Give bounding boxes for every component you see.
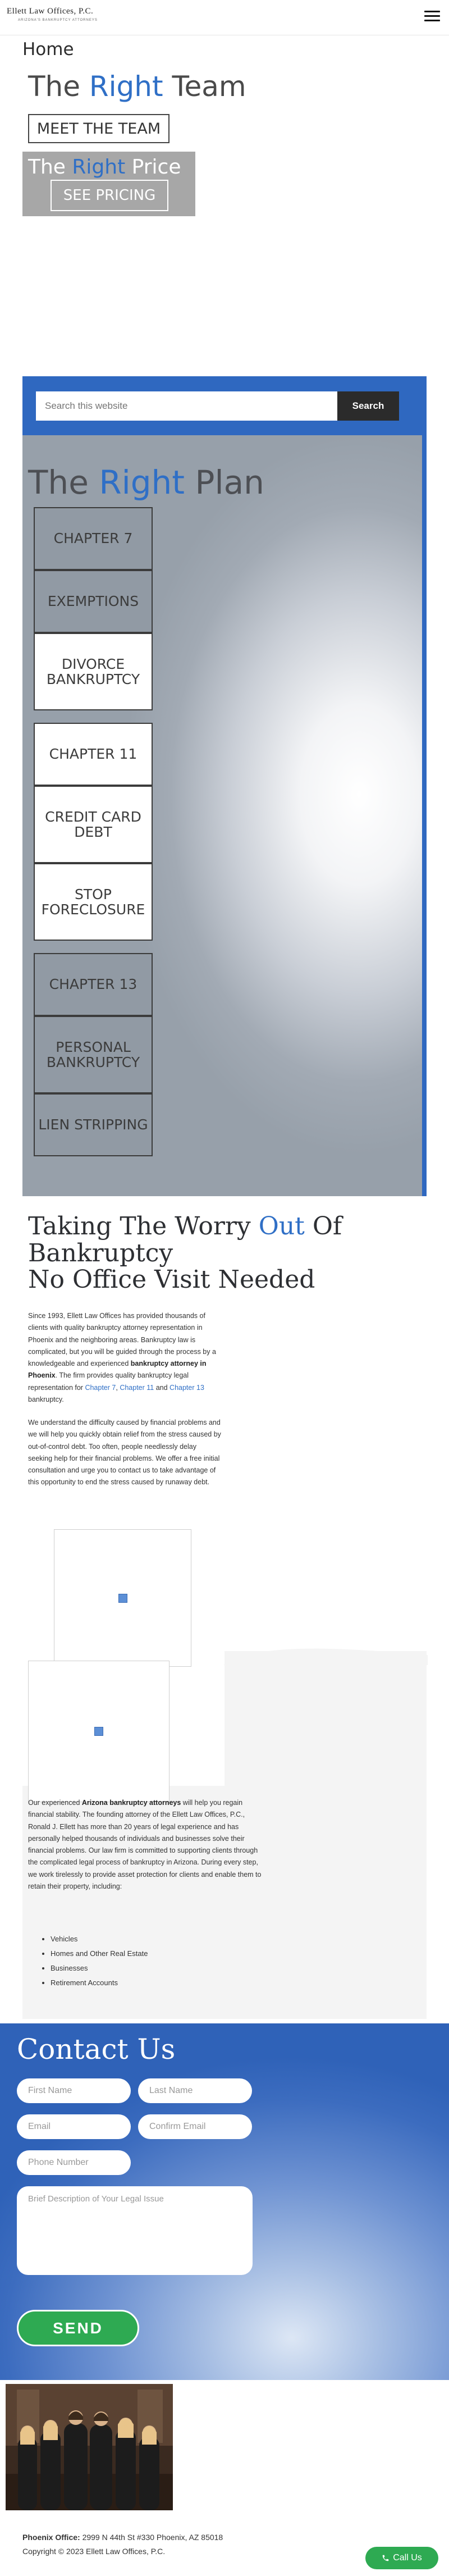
relief-paragraph: We understand the difficulty caused by financial problems and we will help you quickly obtain relief from the stress caused by out-of-control debt. Too often, people needlessly delay seeking help for their financial problems. We offer a free initial consultation and urge you to contact us to take advantage of this opportunity to end the stress caused by runaway debt. (28, 1419, 221, 1487)
chapter-13-link[interactable]: Chapter 13 (169, 1383, 204, 1392)
worry-heading: Taking The Worry Out Of Bankruptcy No Office Visit Needed (28, 1212, 342, 1294)
breadcrumb-home[interactable]: Home (22, 39, 74, 60)
intro-paragraph: Since 1993, Ellett Law Offices has provided thousands of clients with quality bankruptcy attorney representation in Phoenix and the neighboring areas. Bankruptcy law is complicated, but you will be guided through the process by a knowledgeable and experienced bankruptcy attorney in Phoenix. The firm provides quality bankruptcy legal representation for Chapter 7, Chapter 11 and Chapter 13 bankruptcy. (28, 1312, 216, 1403)
list-item: • Businesses (51, 1961, 219, 1976)
team-photo (6, 2384, 173, 2510)
last-name-field[interactable] (138, 2078, 252, 2103)
contact-heading: Contact Us (17, 2033, 176, 2066)
email-field[interactable] (17, 2114, 131, 2139)
plan-button-chapter-7[interactable]: CHAPTER 7 (34, 507, 153, 570)
list-item: • Homes and Other Real Estate (51, 1946, 219, 1961)
send-button[interactable]: SEND (17, 2310, 139, 2346)
plan-button-chapter-11[interactable]: CHAPTER 11 (34, 723, 153, 786)
first-name-field[interactable] (17, 2078, 131, 2103)
plan-button-lien-stripping[interactable]: LIEN STRIPPING (34, 1093, 153, 1156)
image-placeholder (28, 1661, 169, 1802)
plan-button-divorce-bankruptcy[interactable]: DIVORCE BANKRUPTCY (34, 633, 153, 710)
logo-tagline: ARIZONA'S BANKRUPTCY ATTORNEYS (18, 19, 98, 22)
team-heading: The Right Team (28, 70, 246, 103)
chapter-11-link[interactable]: Chapter 11 (120, 1383, 154, 1392)
call-us-button[interactable] (365, 2547, 438, 2569)
attorneys-paragraph: Our experienced Arizona bankruptcy attorneys will help you regain financial stability. The founding attorney of the Ellett Law Offices, P.C., Ronald J. Ellett has more than 20 years of legal experience and has personally helped thousands of individuals and businesses solve their financial problems. Our law firm is committed to supporting clients through the complicated legal process of bankruptcy in Arizona. During every step, we work tirelessly to provide asset protection for clients and enable them to retain their property, including: (28, 1799, 262, 1890)
legal-issue-textarea[interactable] (17, 2186, 253, 2275)
image-placeholder (54, 1529, 191, 1667)
logo-name: Ellett Law Offices, P.C. (7, 7, 94, 16)
meet-the-team-button[interactable]: MEET THE TEAM (28, 114, 169, 143)
asset-list (28, 1932, 219, 1990)
plan-heading: The Right Plan (28, 463, 264, 501)
phone-icon (382, 2554, 390, 2562)
search-input[interactable] (36, 391, 337, 421)
plan-button-exemptions[interactable]: EXEMPTIONS (34, 570, 153, 633)
panel-curve (223, 1643, 428, 1665)
phone-field[interactable] (17, 2150, 131, 2175)
site-logo[interactable] (7, 7, 98, 27)
chapter-7-link[interactable]: Chapter 7 (85, 1383, 116, 1392)
plan-panel-border (422, 435, 427, 1196)
list-item: • Vehicles (51, 1932, 219, 1946)
price-heading: The Right Price (28, 156, 181, 179)
hamburger-menu-icon[interactable] (424, 11, 440, 23)
search-button[interactable]: Search (337, 391, 399, 421)
see-pricing-button[interactable]: SEE PRICING (51, 180, 168, 211)
plan-button-chapter-13[interactable]: CHAPTER 13 (34, 953, 153, 1016)
confirm-email-field[interactable] (138, 2114, 252, 2139)
plan-button-credit-card-debt[interactable]: CREDIT CARD DEBT (34, 786, 153, 863)
list-item: • Retirement Accounts (51, 1976, 219, 1990)
call-us-label: Call Us (393, 2553, 422, 2563)
plan-button-personal-bankruptcy[interactable]: PERSONAL BANKRUPTCY (34, 1016, 153, 1093)
plan-button-stop-foreclosure[interactable]: STOP FORECLOSURE (34, 863, 153, 941)
broken-image-icon (118, 1594, 127, 1603)
broken-image-icon (94, 1727, 103, 1736)
copyright: Copyright © 2023 Ellett Law Offices, P.C. (22, 2547, 166, 2556)
office-address: Phoenix Office: 2999 N 44th St #330 Phoenix, AZ 85018 (22, 2533, 223, 2542)
